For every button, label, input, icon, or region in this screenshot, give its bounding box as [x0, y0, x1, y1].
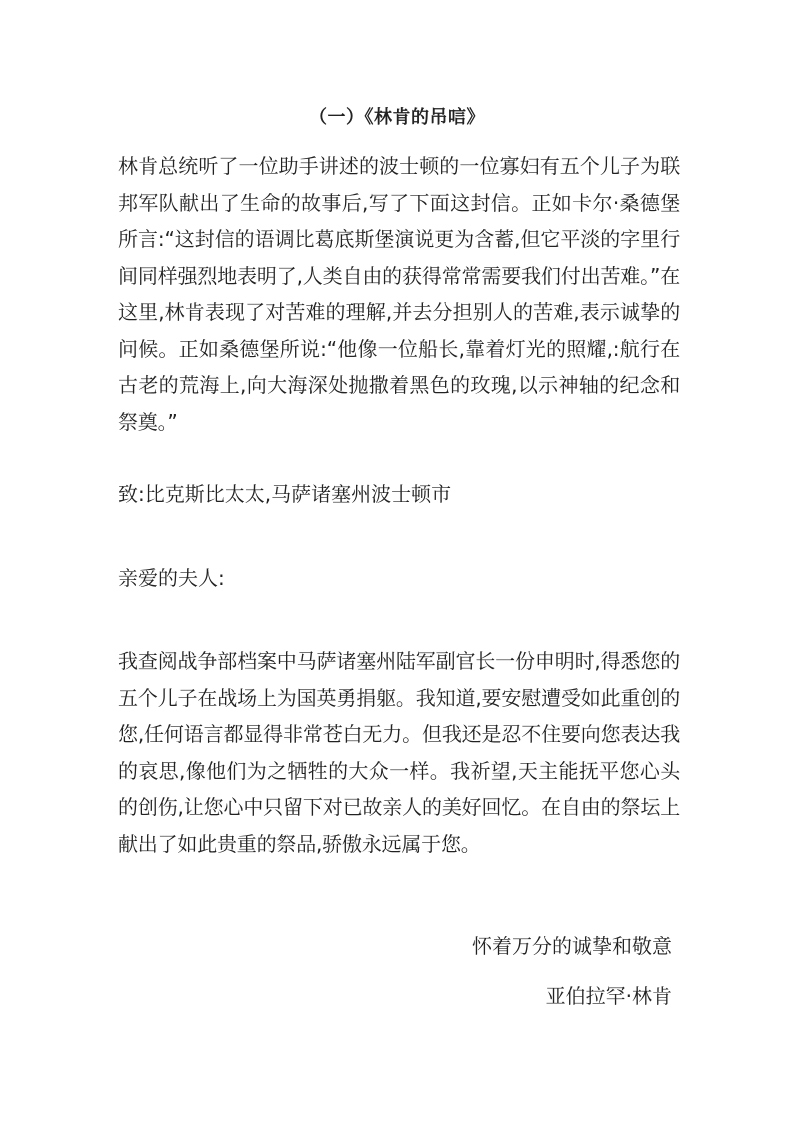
document-title: （一）《林肯的吊唁》: [309, 107, 485, 128]
letter-addressee: 致:比克斯比太太,马萨诸塞州波士顿市: [118, 482, 452, 506]
letter-body: 我查阅战争部档案中马萨诸塞州陆军副官长一份申明时,得悉您的五个儿子在战场上为国英勇捐躯。我知道,要安慰遭受如此重创的您,任何语言都显得非常苍白无力。但我还是忍不住要向您表达我的哀思,像他们为之牺牲的大众一样。我祈望,天主能抚平您心头的创伤,让您心中只留下对已故亲人的美好回忆。在自由的祭坛上献出了如此贵重的祭品,骄傲永远属于您。: [118, 649, 680, 856]
letter-signature: 亚伯拉罕·林肯: [545, 984, 672, 1008]
intro-paragraph: 林肯总统听了一位助手讲述的波士顿的一位寡妇有五个儿子为联邦军队献出了生命的故事后,写了下面这封信。正如卡尔·桑德堡所言:“这封信的语调比葛底斯堡演说更为含蓄,但它平淡的字里行间同样强烈地表明了,人类自由的获得常常需要我们付出苦难。”在这里,林肯表现了对苦难的理解,并去分担别人的苦难,表示诚挚的问候。正如桑德堡所说:“他像一位船长,靠着灯光的照耀,:航行在古老的荒海上,向大海深处抛撒着黑色的玫瑰,以示神轴的纪念和祭奠。”: [118, 154, 680, 434]
letter-closing: 怀着万分的诚挚和敬意: [472, 934, 672, 958]
letter-salutation: 亲爱的夫人:: [118, 566, 225, 590]
